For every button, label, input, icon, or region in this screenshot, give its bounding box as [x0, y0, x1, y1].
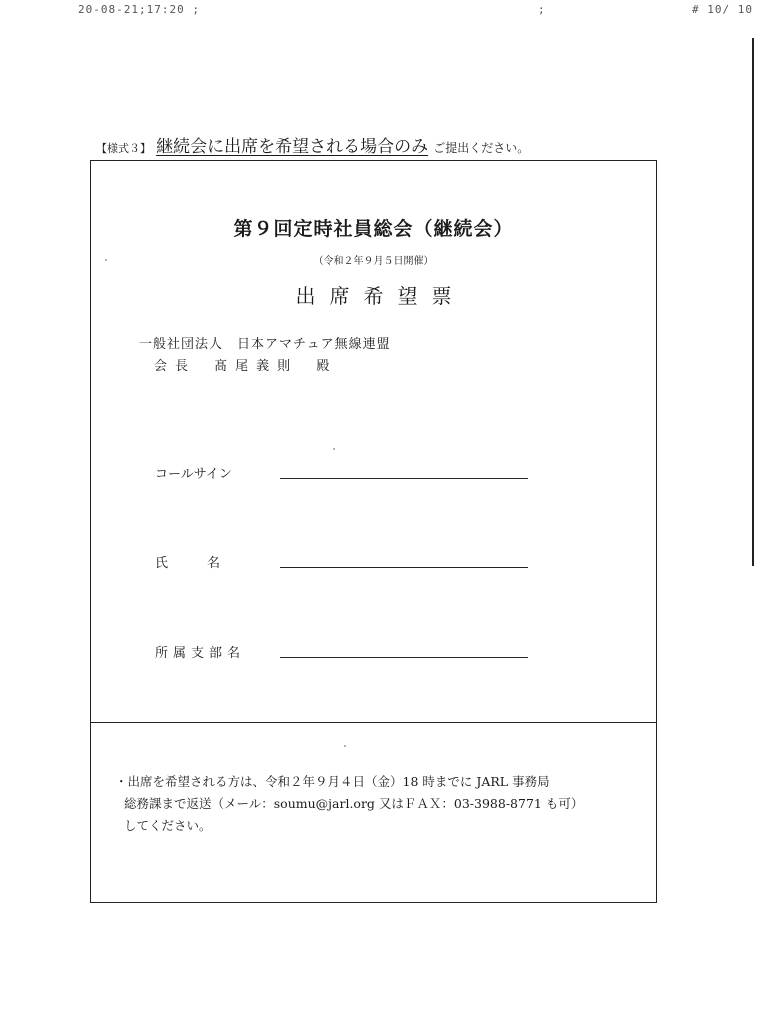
scan-speck [105, 259, 107, 261]
meeting-date: （令和２年９月５日開催） [313, 256, 434, 267]
meeting-title: 第９回定時社員総会（継続会） [233, 218, 514, 240]
fax-page-number: # 10/ 10 [692, 3, 753, 16]
scan-edge-line [752, 38, 754, 566]
name-field[interactable] [280, 567, 528, 568]
form-number: 【様式３】 [96, 142, 151, 155]
notice [115, 771, 635, 837]
scan-speck [344, 745, 346, 747]
name-label: 氏 名 [155, 556, 221, 571]
addressee-president [154, 355, 337, 374]
fax-header [0, 3, 777, 19]
addressee-organization: 一般社団法人 日本アマチュア無線連盟 [139, 337, 391, 352]
addressee-name: 髙尾義則 [214, 359, 299, 374]
form-instruction: ご提出ください。 [433, 141, 530, 155]
fax-separator: ; [538, 3, 545, 16]
notice-line: ・出席を希望される方は、令和２年９月４日（金）18 時までに JARL 事務局 [115, 774, 550, 789]
scan-speck [333, 448, 335, 450]
addressee-honorific: 殿 [316, 359, 338, 374]
callsign-label: コールサイン [155, 467, 232, 482]
form-condition: 継続会に出席を希望される場合のみ [156, 137, 429, 157]
notice-line: してください。 [124, 818, 212, 833]
fax-timestamp: 20-08-21;17:20 ; [78, 3, 200, 16]
branch-field[interactable] [280, 657, 528, 658]
notice-line: 総務課まで返送（メール：soumu@jarl.org 又はＦＡＸ：03-3988-8771 も可） [124, 796, 584, 811]
form-divider [90, 722, 657, 723]
attendance-ticket-title: 出席希望票 [295, 284, 466, 308]
callsign-field[interactable] [280, 478, 528, 479]
branch-label: 所属支部名 [155, 646, 246, 661]
form-label [96, 132, 529, 157]
addressee-role: 会長 [154, 359, 197, 374]
